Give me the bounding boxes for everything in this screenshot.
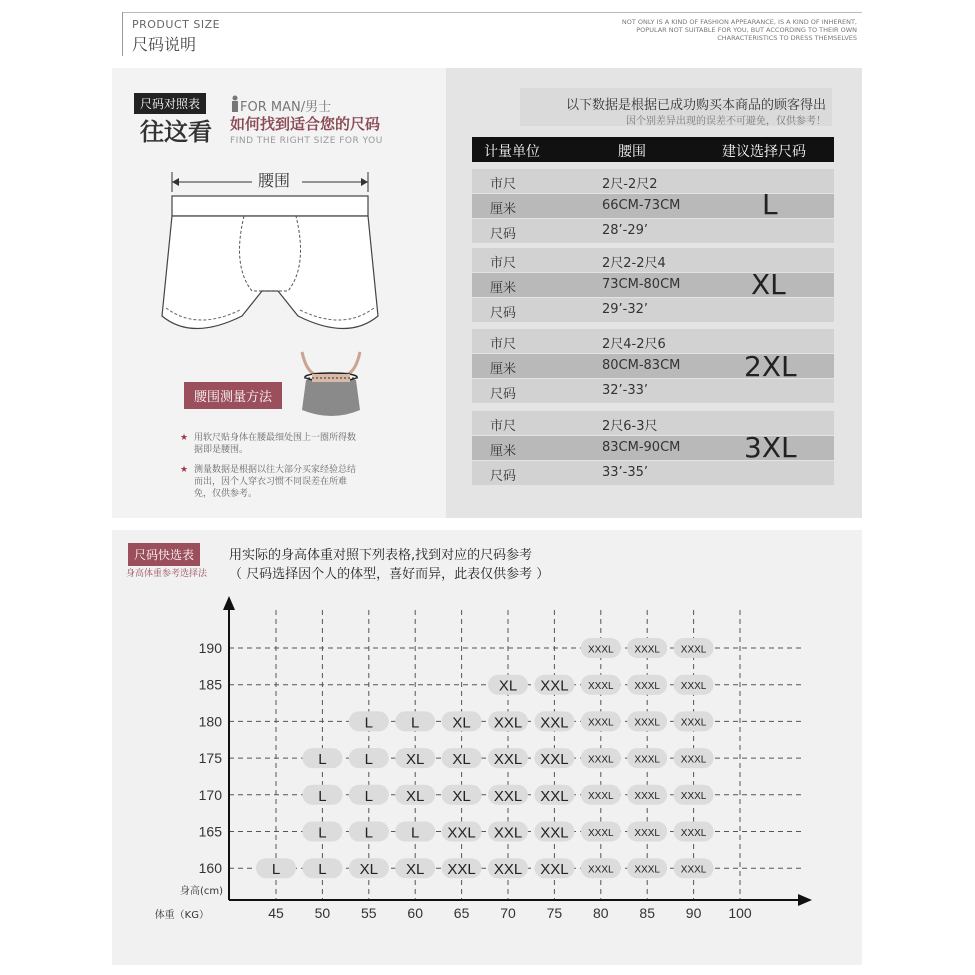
size-pill-label: XXL — [540, 714, 569, 732]
size-table-panel — [446, 68, 862, 518]
x-tick-label: 75 — [546, 905, 563, 921]
size-pill-label: XL — [452, 787, 471, 805]
size-pill-label: XXXL — [588, 754, 614, 766]
y-tick-label: 170 — [198, 786, 222, 803]
size-pill-label: XXXL — [680, 644, 707, 656]
size-pill-label: XXXL — [588, 827, 614, 839]
size-pill-label: XXXL — [588, 864, 614, 876]
y-tick-label: 185 — [198, 676, 222, 693]
size-pill-label: L — [318, 787, 327, 805]
table-row: 厘米 83CM-90CM — [472, 436, 834, 460]
size-selector-panel — [112, 530, 862, 965]
table-row: 厘米 73CM-80CM — [472, 273, 834, 297]
size-pill-label: XXL — [540, 787, 569, 805]
size-pill-label: XXXL — [680, 717, 707, 729]
table-row: 尺码 32’-33’ — [472, 379, 834, 403]
star-icon: ★ — [180, 465, 189, 475]
measure-tip-1: ★ 用软尺贴身体在腰最细处围上一圈所得数据即是腰围。 — [180, 433, 357, 455]
table-row: 市尺 2尺2-2尺4 — [472, 248, 834, 272]
measure-tip-2: ★ 测量数据是根据以往大部分买家经验总结而出，因个人穿衣习惯不同误差在所难免，仅供参考。 — [180, 465, 357, 499]
size-pill-label: XXXL — [588, 791, 614, 803]
size-label: XL — [751, 268, 786, 301]
size-pill-label: XXL — [493, 751, 523, 769]
size-pill-label: L — [318, 751, 327, 769]
man-figure-icon — [230, 95, 240, 113]
size-pill-label: XXXL — [588, 644, 614, 656]
table-row: 尺码 28’-29’ — [472, 219, 834, 243]
selector-instruction: 用实际的身高体重对照下列表格,找到对应的尺码参考 — [229, 548, 533, 563]
y-tick-label: 180 — [198, 713, 222, 730]
size-pill-label: XXXL — [634, 754, 660, 766]
selector-subtitle: 身高体重参考选择法 — [126, 569, 208, 579]
size-pill-label: XXXL — [680, 864, 707, 876]
header-rule — [122, 12, 862, 13]
table-row: 市尺 2尺6-3尺 — [472, 411, 834, 435]
x-tick-label: 85 — [639, 905, 655, 921]
x-tick-label: 55 — [361, 905, 377, 921]
x-tick-label: 50 — [314, 905, 331, 921]
size-pill-label: XXXL — [634, 864, 660, 876]
guide-big-title: 往这看 — [140, 118, 212, 146]
find-right-size-subtitle: FIND THE RIGHT SIZE FOR YOU — [230, 136, 383, 146]
size-pill-label: L — [318, 824, 327, 842]
header-title-en: PRODUCT SIZE — [132, 18, 221, 31]
underwear-illustration — [152, 166, 392, 346]
selector-disclaimer: （ 尺码选择因个人的体型，喜好而异，此表仅供参考 ） — [229, 567, 550, 582]
size-pill-label: XXL — [540, 824, 569, 842]
header-note: NOT ONLY IS A KIND OF FASHION APPEARANCE, IS A KIND OF INHERENT, POPULAR NOT SUITABLE FOR YOU, BUT ACCORDING TO THEIR OWN CHARACTERISTICS TO DRESS THEMSELVES — [621, 18, 857, 42]
header-waist: 腰围 — [618, 144, 646, 160]
size-pill-label: XXXL — [634, 791, 660, 803]
y-axis-label: 身高(cm) — [179, 886, 223, 897]
x-tick-label: 80 — [593, 905, 609, 921]
size-pill-label: XL — [498, 677, 518, 695]
x-tick-label: 65 — [453, 905, 470, 921]
y-tick-label: 160 — [198, 860, 222, 877]
size-pill-label: XL — [452, 714, 471, 732]
size-label: L — [762, 188, 778, 221]
size-pill-label: XXXL — [634, 827, 660, 839]
size-pill-label: XXXL — [680, 827, 707, 839]
x-axis-label: 体重（KG） — [154, 910, 209, 921]
selector-badge: 尺码快选表 — [128, 543, 200, 566]
size-guide-panel — [112, 68, 862, 518]
size-pill-label: L — [364, 787, 373, 805]
size-pill-label: XL — [406, 861, 425, 879]
measure-method-badge: 腰围测量方法 — [184, 382, 282, 409]
header-suggested-size: 建议选择尺码 — [722, 144, 806, 160]
size-pill-label: XXXL — [634, 717, 660, 729]
size-pill-label: XXXL — [680, 681, 707, 693]
size-pill-label: XL — [406, 787, 425, 805]
header-unit: 计量单位 — [484, 144, 540, 160]
y-tick-label: 165 — [198, 823, 222, 840]
x-tick-label: 70 — [500, 905, 516, 921]
y-tick-label: 175 — [198, 750, 222, 767]
size-pill-label: XXXL — [634, 681, 660, 693]
star-icon: ★ — [180, 433, 189, 443]
size-pill-label: XXL — [540, 861, 569, 879]
size-table-note-line2: 因个别差异出现的误差不可避免，仅供参考！ — [626, 116, 826, 127]
size-pill-label: XXL — [540, 751, 569, 769]
size-table-note-line1: 以下数据是根据已成功购买本商品的顾客得出 — [565, 98, 826, 113]
size-pill-label: L — [364, 714, 373, 732]
how-to-find-title: 如何找到适合您的尺码 — [230, 115, 381, 133]
size-label: 3XL — [744, 431, 797, 464]
x-tick-label: 100 — [728, 905, 752, 921]
size-pill-label: XXL — [493, 824, 523, 842]
size-pill-label: L — [411, 714, 420, 732]
size-pill-label: XL — [452, 751, 471, 769]
size-pill-label: XXL — [447, 861, 476, 879]
table-row: 厘米 80CM-83CM — [472, 354, 834, 378]
size-pill-label: XXXL — [634, 644, 660, 656]
size-pill-label: L — [271, 861, 281, 879]
size-pill-label: L — [364, 751, 373, 769]
size-pill-label: XXL — [447, 824, 476, 842]
size-pill-label: XXXL — [588, 717, 614, 729]
x-tick-label: 45 — [268, 905, 284, 921]
size-pill-label: XXXL — [680, 754, 707, 766]
y-axis-arrow — [223, 596, 235, 610]
guide-badge: 尺码对照表 — [134, 93, 206, 114]
size-pill-label: XXL — [493, 714, 523, 732]
size-pill-label: XL — [359, 861, 378, 879]
page-header — [0, 0, 975, 68]
waist-measure-figure — [292, 350, 370, 430]
waist-label: 腰围 — [252, 168, 296, 191]
measure-guide — [112, 68, 446, 518]
header-divider — [122, 12, 123, 56]
size-pill-label: XXXL — [588, 681, 614, 693]
size-pill-label: XL — [406, 751, 425, 769]
table-row: 厘米 66CM-73CM — [472, 194, 834, 218]
size-pill-label: XXL — [493, 861, 523, 879]
y-tick-label: 190 — [198, 640, 222, 656]
size-pill-label: L — [318, 861, 327, 879]
table-row: 市尺 2尺4-2尺6 — [472, 329, 834, 353]
size-table-header — [472, 137, 834, 162]
x-axis-arrow — [798, 894, 812, 906]
x-tick-label: 90 — [685, 905, 702, 921]
size-pill-label: XXL — [493, 787, 523, 805]
size-pill-label: XXL — [540, 677, 569, 695]
x-tick-label: 60 — [407, 905, 423, 921]
size-table-note — [520, 88, 832, 126]
table-row: 尺码 29’-32’ — [472, 298, 834, 322]
size-pill-label: L — [364, 824, 373, 842]
table-row: 尺码 33’-35’ — [472, 461, 834, 485]
header-title-cn: 尺码说明 — [132, 35, 197, 54]
size-pill-label: L — [411, 824, 420, 842]
table-row: 市尺 2尺-2尺2 — [472, 169, 834, 193]
for-man-label: FOR MAN/男士 — [240, 100, 332, 115]
size-pill-label: XXXL — [680, 791, 707, 803]
height-weight-size-chart — [112, 530, 862, 965]
size-label: 2XL — [744, 350, 797, 383]
